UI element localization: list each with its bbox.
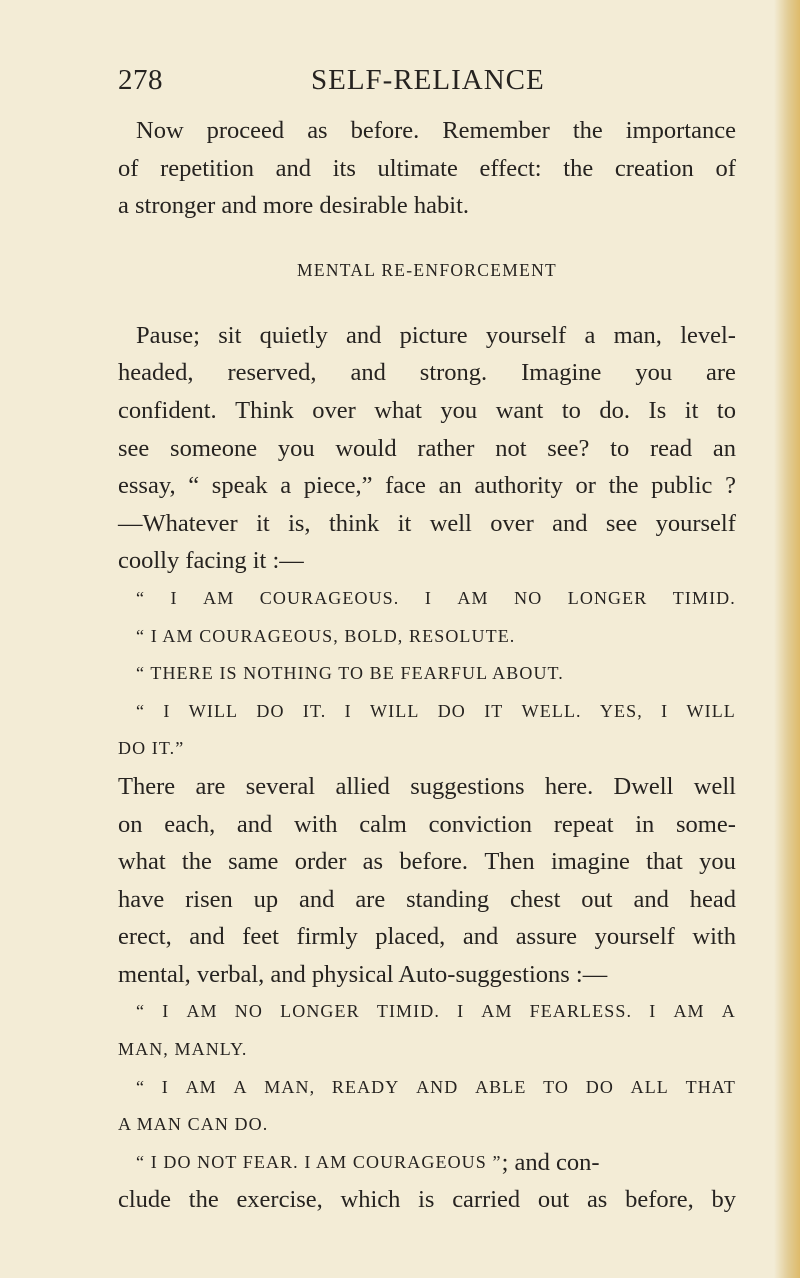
word: headed,: [118, 359, 194, 387]
word: “: [188, 472, 200, 500]
word: COURAGEOUS.: [259, 587, 400, 608]
word: exercise,: [236, 1186, 323, 1214]
word: as: [362, 848, 384, 876]
word: effect:: [479, 154, 542, 182]
word: its: [332, 154, 356, 182]
line-text: “ THERE IS NOTHING TO BE FEARFUL ABOUT.: [136, 663, 564, 684]
word: IT: [484, 700, 504, 721]
word: it: [684, 396, 699, 424]
word: and: [236, 810, 273, 838]
word: I: [170, 587, 178, 608]
word: calm: [359, 810, 407, 838]
word: NO: [514, 587, 543, 608]
word: out: [581, 885, 613, 913]
word: with: [293, 810, 338, 838]
word: you: [699, 848, 736, 876]
word: LONGER: [567, 587, 648, 608]
word: Then: [484, 848, 535, 876]
word: before.: [350, 117, 420, 144]
word: “: [136, 587, 146, 608]
word: AM: [457, 587, 489, 608]
word: and: [462, 923, 499, 951]
word: or: [575, 472, 596, 500]
text-line: [118, 1144, 736, 1182]
word: AM: [203, 587, 235, 608]
word: on: [118, 810, 143, 838]
text-line: [118, 392, 736, 430]
word: over: [490, 509, 534, 537]
word: someone: [170, 434, 258, 462]
word: IT.: [302, 700, 327, 721]
word: an: [712, 434, 736, 462]
word: and: [345, 321, 382, 349]
text-line: [118, 430, 736, 468]
suggestion-line: [118, 1031, 736, 1069]
word: “: [136, 1076, 146, 1097]
word: up: [253, 885, 279, 913]
word: sit: [218, 321, 242, 349]
word: TIMID.: [672, 587, 736, 608]
word: standing: [406, 885, 490, 913]
word: AM: [673, 1001, 705, 1022]
word: ?: [725, 472, 736, 500]
word: conviction: [428, 810, 532, 838]
word: an: [438, 472, 462, 500]
word: firmly: [296, 923, 358, 951]
word: risen: [185, 885, 233, 913]
word: is: [418, 1186, 435, 1214]
word: ABLE: [475, 1076, 527, 1097]
word: DO: [585, 1076, 614, 1097]
suggestion-line: [118, 730, 736, 768]
word: would: [335, 434, 397, 462]
word: rather: [417, 434, 475, 462]
word: NO: [234, 1001, 263, 1022]
suggestion-line: [118, 1069, 736, 1107]
word: AM: [185, 1076, 217, 1097]
word: you: [440, 396, 478, 424]
word: WILL: [370, 700, 420, 721]
word: some-: [676, 810, 736, 838]
word: clude: [118, 1186, 172, 1214]
text-line: [118, 843, 736, 881]
line-text: coolly facing it :—: [118, 547, 304, 575]
word: quietly: [259, 321, 328, 349]
word: the: [563, 154, 594, 182]
suggestion-line: [118, 993, 736, 1031]
word: I: [344, 700, 352, 721]
word: it: [397, 509, 412, 537]
closing-suggestion: “ I DO NOT FEAR. I AM COURAGEOUS ”: [136, 1151, 502, 1172]
word: with: [692, 923, 736, 951]
line-text: A MAN CAN DO.: [118, 1114, 269, 1135]
word: have: [118, 885, 165, 913]
word: FEARLESS.: [529, 1001, 633, 1022]
suggestion-line: [118, 618, 736, 656]
word: WILL: [188, 700, 239, 721]
word: man,: [613, 321, 662, 349]
word: each,: [164, 810, 216, 838]
word: that: [646, 848, 683, 876]
word: what: [118, 848, 166, 876]
text-line: [118, 1181, 736, 1219]
line-text: “ I AM COURAGEOUS, BOLD, RESOLUTE.: [136, 625, 516, 646]
word: are: [706, 359, 736, 387]
word: chest: [510, 885, 561, 913]
word: imagine: [550, 848, 630, 876]
line-text: DO IT.”: [118, 738, 185, 759]
word: Is: [648, 396, 667, 424]
word: yourself: [485, 321, 567, 349]
word: think: [328, 509, 380, 537]
word: which: [340, 1186, 401, 1214]
suggestion-line: [118, 580, 736, 618]
word: before.: [399, 848, 469, 876]
word: I: [424, 587, 432, 608]
word: is,: [288, 509, 311, 537]
line-text: a stronger and more desirable habit.: [118, 192, 470, 220]
word: and: [552, 509, 588, 537]
word: yourself: [594, 923, 675, 951]
word: strong.: [419, 359, 488, 387]
word: level-: [680, 321, 736, 349]
body-text: [118, 112, 736, 1219]
word: creation: [614, 154, 694, 182]
word: the: [572, 117, 603, 144]
word: public: [651, 472, 713, 500]
word: DO: [437, 700, 466, 721]
word: see: [605, 509, 638, 537]
word: you: [277, 434, 315, 462]
text-line: [118, 956, 736, 994]
closing-rest: ; and con-: [501, 1148, 600, 1176]
word: —Whatever: [118, 509, 238, 537]
word: MAN,: [264, 1076, 316, 1097]
word: and: [350, 359, 386, 387]
word: I: [649, 1001, 657, 1022]
text-line: [118, 542, 736, 580]
word: There: [118, 772, 176, 800]
word: what: [374, 396, 422, 424]
text-line: [118, 505, 736, 543]
word: Imagine: [521, 359, 602, 387]
word: a: [280, 472, 292, 500]
word: the: [608, 472, 639, 500]
word: and: [275, 154, 312, 182]
word: read: [649, 434, 693, 462]
word: see: [118, 434, 150, 462]
word: here.: [544, 772, 594, 800]
text-line: [118, 467, 736, 505]
word: want: [495, 396, 544, 424]
word: well: [429, 509, 472, 537]
word: authority: [474, 472, 563, 500]
word: “: [136, 700, 146, 721]
word: Pause;: [136, 321, 200, 349]
word: picture: [399, 321, 468, 349]
word: I: [162, 1001, 170, 1022]
word: and: [633, 885, 669, 913]
word: over: [312, 396, 356, 424]
text-line: [118, 150, 736, 188]
word: AM: [481, 1001, 513, 1022]
word: Remember: [442, 117, 550, 144]
word: not: [495, 434, 527, 462]
word: erect,: [118, 923, 172, 951]
word: placed,: [375, 923, 446, 951]
word: it: [256, 509, 270, 537]
word: same: [228, 848, 279, 876]
word: face: [385, 472, 426, 500]
text-line: [118, 768, 736, 806]
word: TO: [543, 1076, 570, 1097]
word: yourself: [655, 509, 736, 537]
line-text: MAN, MANLY.: [118, 1039, 248, 1060]
word: to: [561, 396, 581, 424]
word: essay,: [118, 472, 176, 500]
word: THAT: [685, 1076, 736, 1097]
word: repeat: [553, 810, 614, 838]
suggestion-line: [118, 693, 736, 731]
word: the: [188, 1186, 219, 1214]
running-head: SELF-RELIANCE: [311, 64, 545, 96]
word: ALL: [630, 1076, 669, 1097]
word: head: [689, 885, 736, 913]
word: order: [294, 848, 347, 876]
text-line: [118, 187, 736, 225]
word: as: [586, 1186, 608, 1214]
word: are: [195, 772, 226, 800]
word: speak: [211, 472, 268, 500]
word: the: [181, 848, 212, 876]
word: to: [610, 434, 630, 462]
word: WILL: [686, 700, 736, 721]
word: in: [635, 810, 655, 838]
word: and: [189, 923, 225, 951]
word: AM: [186, 1001, 218, 1022]
word: I: [661, 700, 669, 721]
suggestion-line: [118, 1106, 736, 1144]
word: repetition: [160, 154, 254, 182]
word: confident.: [118, 396, 217, 424]
word: A: [233, 1076, 248, 1097]
word: LONGER: [280, 1001, 360, 1022]
word: feet: [242, 923, 279, 951]
word: A: [721, 1001, 736, 1022]
word: well: [693, 772, 736, 800]
word: do.: [599, 396, 631, 424]
word: of: [715, 154, 736, 182]
word: several: [245, 772, 316, 800]
word: as: [307, 117, 328, 144]
word: WELL.: [521, 700, 582, 721]
word: READY: [331, 1076, 400, 1097]
text-line: [118, 354, 736, 392]
word: reserved,: [227, 359, 317, 387]
word: out: [537, 1186, 570, 1214]
word: Now: [136, 117, 184, 144]
page-header: [118, 64, 728, 98]
word: piece,”: [303, 472, 373, 500]
word: to: [716, 396, 736, 424]
word: by: [711, 1186, 736, 1214]
text-line: [118, 806, 736, 844]
word: YES,: [599, 700, 643, 721]
word: carried: [452, 1186, 521, 1214]
word: Think: [235, 396, 294, 424]
word: a: [584, 321, 596, 349]
text-line: [118, 918, 736, 956]
word: allied: [335, 772, 390, 800]
word: importance: [625, 117, 736, 144]
section-heading: MENTAL RE-ENFORCEMENT: [296, 259, 558, 280]
word: I: [161, 1076, 169, 1097]
word: suggestions: [410, 772, 525, 800]
text-line: [118, 317, 736, 355]
word: I: [457, 1001, 465, 1022]
word: and: [299, 885, 335, 913]
word: DO: [256, 700, 285, 721]
word: are: [355, 885, 386, 913]
word: you: [635, 359, 673, 387]
word: see?: [547, 434, 590, 462]
word: Dwell: [613, 772, 674, 800]
word: assure: [515, 923, 578, 951]
word: before,: [625, 1186, 694, 1214]
word: AND: [416, 1076, 459, 1097]
suggestion-line: [118, 655, 736, 693]
text-line: [118, 112, 736, 150]
page-edge-shading: [774, 0, 800, 1278]
word: ultimate: [377, 154, 458, 182]
line-text: mental, verbal, and physical Auto-suggestions :—: [118, 960, 608, 988]
word: “: [136, 1001, 146, 1022]
word: proceed: [206, 117, 285, 144]
word: of: [118, 154, 139, 182]
text-line: [118, 881, 736, 919]
word: TIMID.: [376, 1001, 440, 1022]
page-number: 278: [118, 64, 163, 96]
word: I: [163, 700, 171, 721]
